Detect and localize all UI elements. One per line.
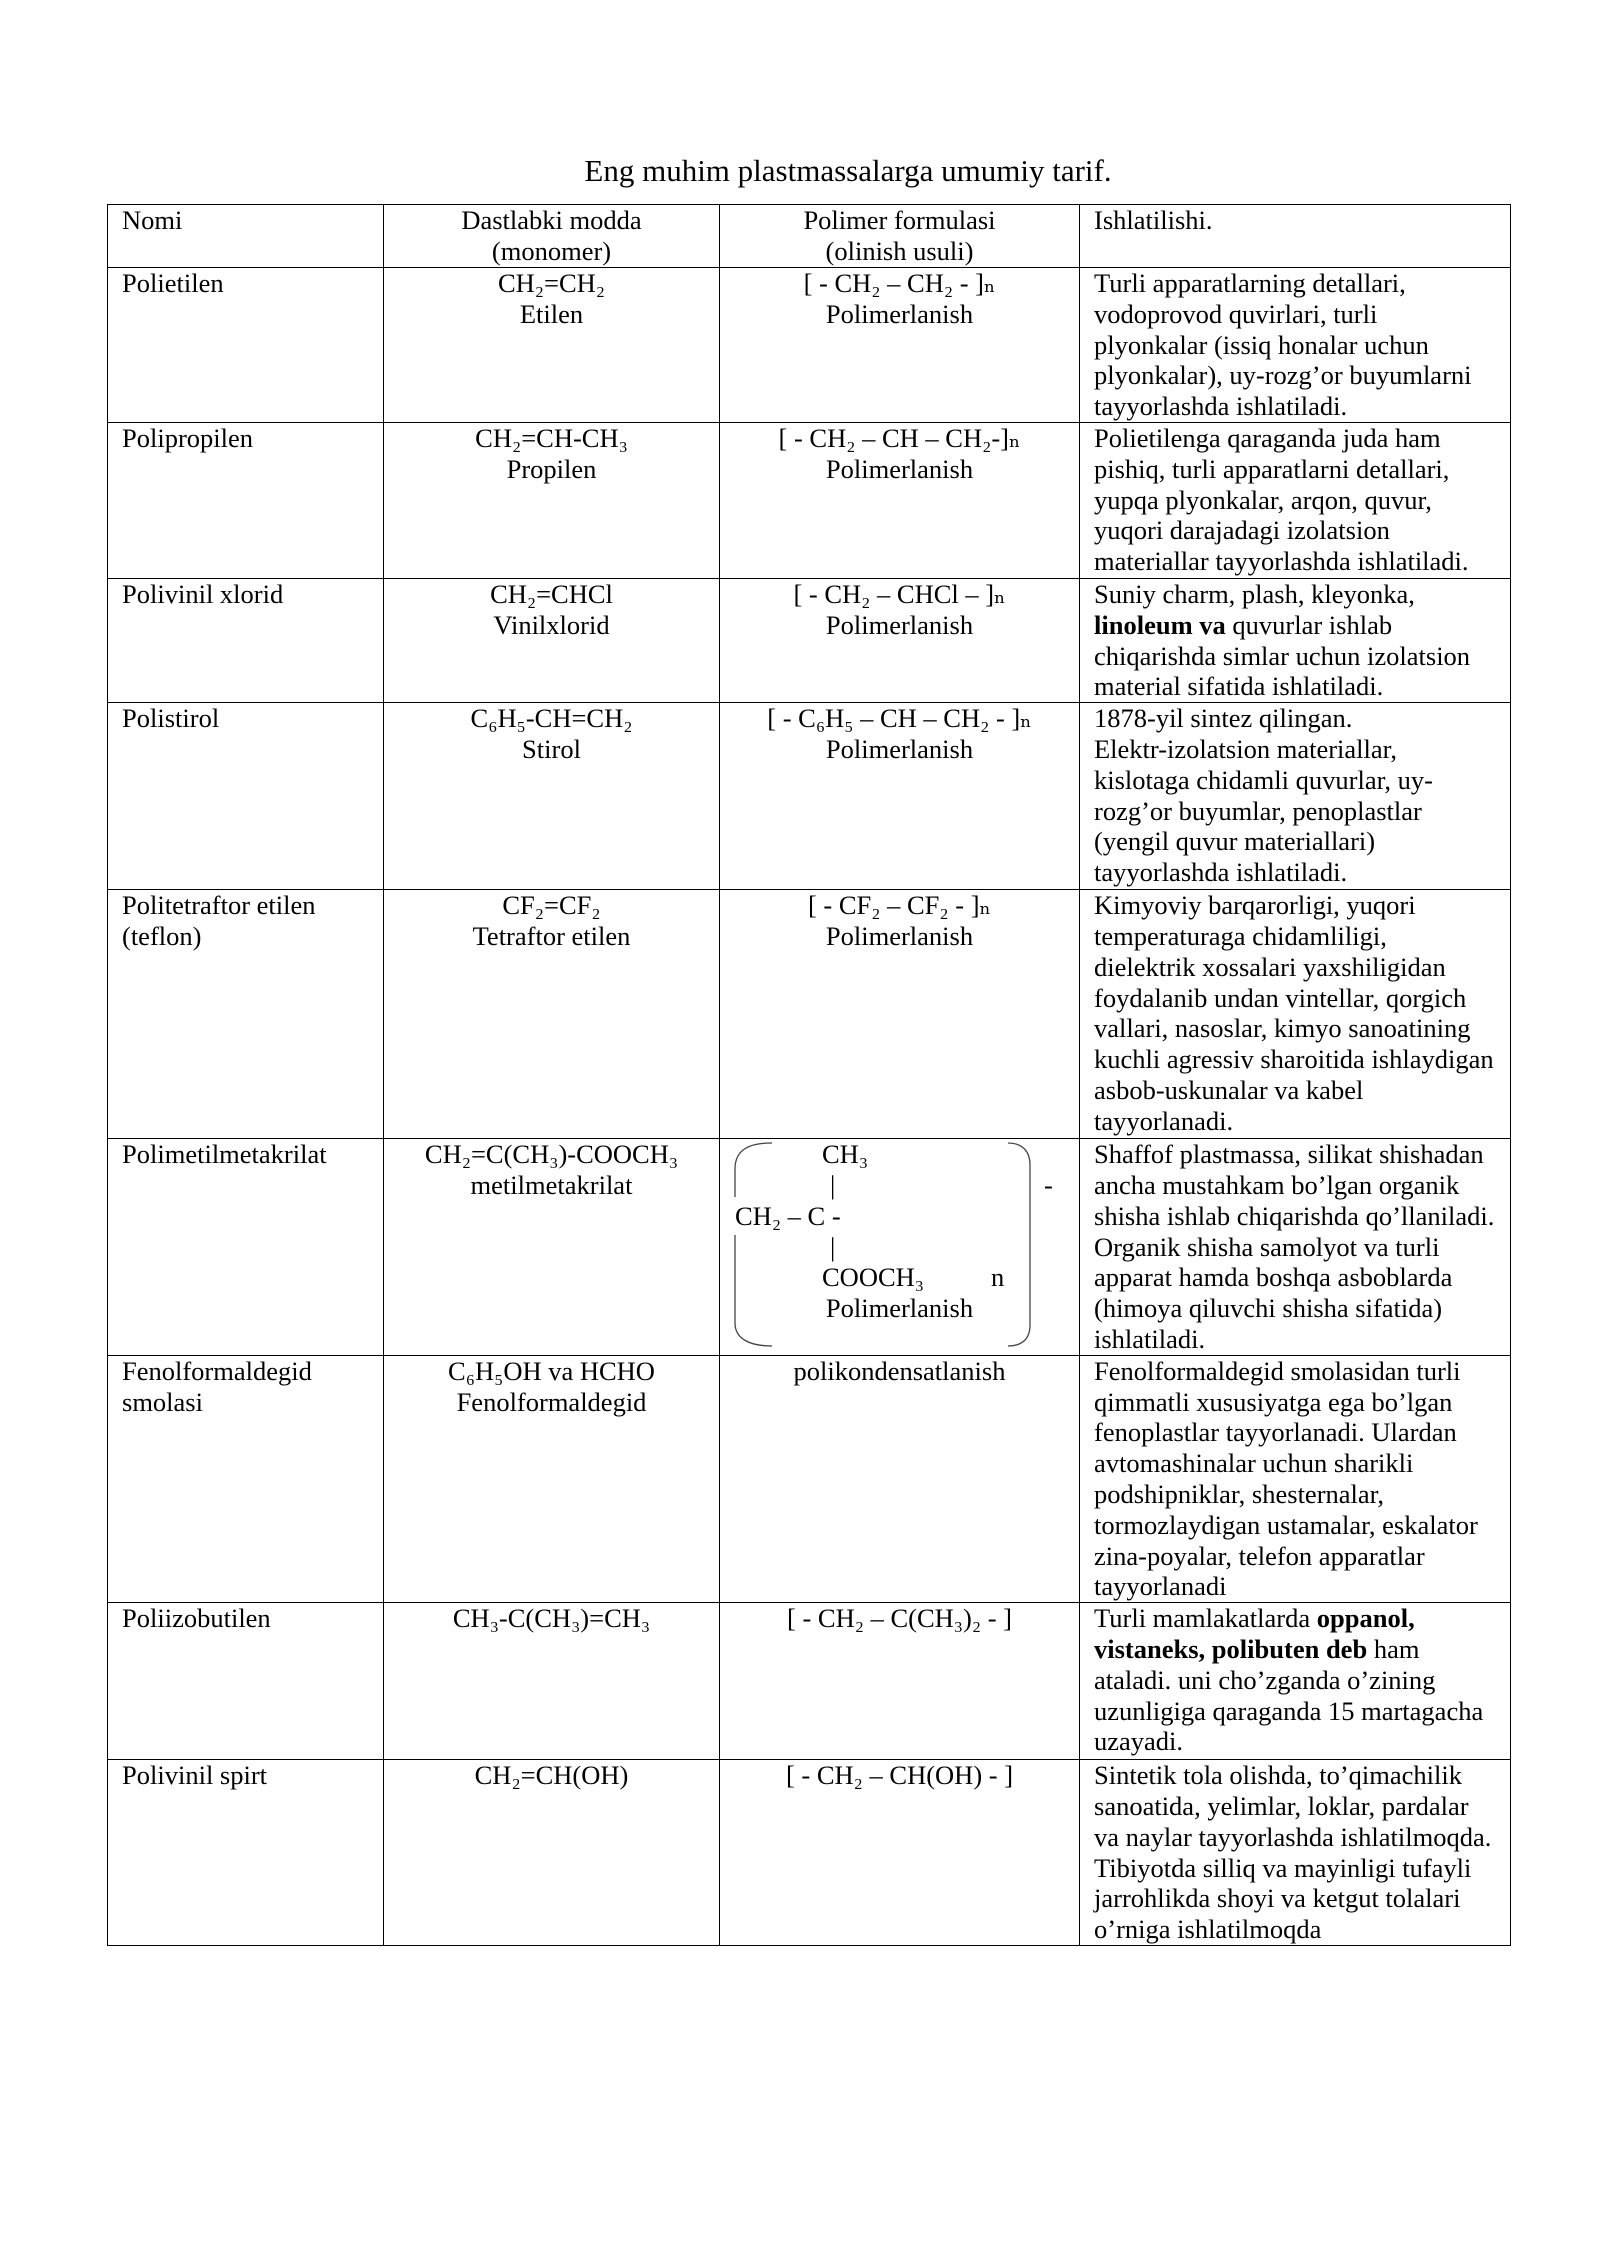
monomer-formula-text: C₆H₅-CH=CH₂ (470, 703, 633, 734)
usage-text-line: tayyorlanadi. (1094, 1105, 1234, 1136)
monomer-name-text: Fenolformaldegid (456, 1386, 647, 1417)
usage-text-line: Turli apparatlarning detallari, (1094, 268, 1406, 298)
monomer-cell (384, 1139, 720, 1356)
usage-cell (1080, 703, 1511, 890)
polymer-formula-text: [ - CF₂ – CF₂ - ]ₙ (807, 890, 992, 921)
polymer-row (108, 578, 1511, 702)
polymer-formula-cell (720, 578, 1080, 702)
monomer-formula-text: CH₂=CHCl (490, 578, 613, 609)
monomer-formula-text: CH₂=CH-CH₃ (475, 422, 628, 453)
polymer-name-text: Poliizobutilen (122, 1603, 271, 1634)
usage-text-line: pishiq, turli apparatlarni detallari, (1094, 453, 1450, 484)
left-bracket-upper (735, 1143, 772, 1197)
monomer-name-text: Stirol (522, 733, 581, 764)
polymer-row (108, 1139, 1511, 1356)
repeat-subscript-text: n (991, 1262, 1005, 1293)
polymer-formula-cell (720, 1139, 1080, 1356)
usage-cell (1080, 1355, 1511, 1602)
synthesis-method-text: Polimerlanish (825, 298, 974, 329)
usage-text-line: dielektrik xossalari yaxshiligidan (1094, 951, 1446, 982)
usage-text-line: uzayadi. (1094, 1726, 1184, 1757)
polymer-name-cell (108, 890, 384, 1139)
bond-bottom-text: | (830, 1231, 836, 1262)
usage-text-line: shisha ishlab chiqarishda qo’llaniladi. (1094, 1200, 1495, 1231)
bond-top-text: | (830, 1169, 836, 1200)
page-title: Eng muhim plastmassalarga umumiy tarif. (584, 153, 1112, 188)
usage-bold-text: vistaneks, polibuten deb (1094, 1633, 1368, 1664)
usage-text-line: zina-poyalar, telefon apparatlar (1094, 1540, 1425, 1571)
header-usage-cell (1080, 205, 1511, 268)
usage-bold-text: oppanol, (1316, 1603, 1415, 1634)
usage-text: quvurlar ishlab (1225, 609, 1393, 640)
polymer-formula-cell (720, 1760, 1080, 1946)
polymer-name-cell (108, 1355, 384, 1602)
monomer-cell (384, 578, 720, 702)
usage-text-line: (yengil quvur materiallari) (1094, 826, 1376, 857)
polymer-row (108, 703, 1511, 890)
polymer-row (108, 422, 1511, 578)
polymer-name-cell (108, 1603, 384, 1760)
usage-text-line: Tibiyotda silliq va mayinligi tufayli (1094, 1852, 1472, 1883)
polymer-row (108, 1760, 1511, 1946)
structural-formula (720, 1139, 1079, 1352)
usage-text-line: jarrohlikda shoyi va ketgut tolalari (1094, 1883, 1461, 1914)
header-monomer-label: Dastlabki modda (461, 205, 642, 235)
usage-text-line: rozg’or buyumlar, penoplastlar (1094, 795, 1422, 826)
usage-text-line (1094, 610, 1496, 641)
polymer-formula-cell (720, 890, 1080, 1139)
polymer-name-text: Polimetilmetakrilat (122, 1139, 327, 1170)
polymer-formula-text: [ - CH₂ – CHCl – ]ₙ (793, 578, 1006, 609)
usage-text-line: asbob-uskunalar va kabel (1094, 1074, 1364, 1105)
usage-text-line: tayyorlashda ishlatiladi. (1094, 391, 1348, 422)
table-header-row (108, 205, 1511, 268)
usage-text-line: Kimyoviy barqarorligi, yuqori (1094, 890, 1416, 921)
usage-text-line: Sintetik tola olishda, to’qimachilik (1094, 1760, 1463, 1791)
polymer-name-text: Polipropilen (122, 422, 254, 453)
monomer-name-text: metilmetakrilat (470, 1169, 633, 1200)
usage-cell (1080, 1760, 1511, 1946)
usage-text-line: Elektr-izolatsion materiallar, (1094, 733, 1398, 764)
header-monomer-sublabel: (monomer) (491, 235, 612, 266)
usage-bold-text: linoleum va (1094, 609, 1226, 640)
usage-cell (1080, 890, 1511, 1139)
polymer-name-cell (108, 1139, 384, 1356)
usage-text-line: Shaffof plastmassa, silikat shishadan (1094, 1139, 1484, 1170)
header-monomer-cell (384, 205, 720, 268)
usage-text-line: Fenolformaldegid smolasidan turli (1094, 1355, 1461, 1386)
monomer-formula-text: CF₂=CF₂ (502, 890, 601, 921)
usage-text-line: Polietilenga qaraganda juda ham (1094, 422, 1441, 453)
synthesis-method-text: Polimerlanish (825, 1293, 974, 1324)
monomer-cell (384, 703, 720, 890)
usage-text-line: vallari, nasoslar, kimyo sanoatining (1094, 1013, 1471, 1044)
usage-text-line: yupqa plyonkalar, arqon, quvur, (1094, 484, 1432, 515)
usage-text-line (1094, 1603, 1496, 1634)
usage-text-line: yuqori darajadagi izolatsion (1094, 515, 1390, 546)
table-header (108, 205, 1511, 268)
polymer-table-body (108, 268, 1511, 1946)
usage-text: Turli mamlakatlarda (1094, 1603, 1317, 1634)
monomer-formula-text: CH₃-C(CH₃)=CH₃ (452, 1603, 651, 1634)
usage-text-line (1094, 1634, 1496, 1665)
polymer-formula-cell (720, 422, 1080, 578)
side-group-bottom-text: COOCH₃ (822, 1262, 925, 1293)
monomer-cell (384, 1760, 720, 1946)
polymer-row (108, 890, 1511, 1139)
monomer-formula-text: C₆H₅OH va HCHO (448, 1355, 655, 1386)
monomer-formula-text: CH₂=C(CH₃)-COOCH₃ (424, 1139, 679, 1170)
polymer-name-text: Polietilen (122, 268, 224, 298)
monomer-cell (384, 268, 720, 423)
usage-text-line: tormozlaydigan ustamalar, eskalator (1094, 1509, 1478, 1540)
synthesis-method-text: Polimerlanish (825, 733, 974, 764)
usage-text-line: tayyorlashda ishlatiladi. (1094, 857, 1348, 888)
usage-text-line: avtomashinalar uchun sharikli (1094, 1448, 1414, 1479)
polymer-formula-cell (720, 703, 1080, 890)
synthesis-method-text: Polimerlanish (825, 920, 974, 951)
polymer-name-text: Fenolformaldegid (122, 1355, 312, 1386)
header-polymer-sublabel: (olinish usuli) (825, 235, 974, 266)
side-group-top-text: CH₃ (822, 1139, 869, 1170)
usage-text-line: va naylar tayyorlashda ishlatilmoqda. (1094, 1821, 1492, 1852)
header-polymer-label: Polimer formulasi (803, 205, 996, 235)
usage-cell (1080, 1139, 1511, 1356)
usage-text-line: podshipniklar, shesternalar, (1094, 1478, 1385, 1509)
usage-text-line: 1878-yil sintez qilingan. (1094, 703, 1353, 734)
monomer-cell (384, 1603, 720, 1760)
usage-text-line: Suniy charm, plash, kleyonka, (1094, 578, 1415, 609)
monomer-cell (384, 890, 720, 1139)
usage-text-line: qimmatli xususiyatga ega bo’lgan (1094, 1386, 1453, 1417)
usage-text-line: sanoatida, yelimlar, loklar, pardalar (1094, 1790, 1469, 1821)
polymer-name-text: smolasi (122, 1386, 203, 1417)
polymer-row (108, 1355, 1511, 1602)
polymer-name-cell (108, 1760, 384, 1946)
monomer-name-text: Propilen (506, 453, 597, 484)
monomer-name-text: Tetraftor etilen (472, 920, 631, 951)
polymer-formula-cell (720, 268, 1080, 423)
polymer-row (108, 268, 1511, 423)
header-name-label: Nomi (122, 205, 183, 235)
usage-text-line: kuchli agressiv sharoitida ishlaydigan (1094, 1044, 1494, 1075)
usage-cell (1080, 1603, 1511, 1760)
synthesis-method-text: Polimerlanish (825, 609, 974, 640)
usage-text: ham (1367, 1633, 1420, 1664)
synthesis-method-text: Polimerlanish (825, 453, 974, 484)
polymer-name-cell (108, 422, 384, 578)
usage-text-line: tayyorlanadi (1094, 1571, 1227, 1602)
usage-text-line: fenoplastlar tayyorlanadi. Ulardan (1094, 1417, 1457, 1448)
usage-text-line: plyonkalar (issiq honalar uchun (1094, 329, 1429, 360)
polymer-name-text: Polivinil xlorid (122, 578, 284, 609)
polymer-formula-text: [ - CH₂ – CH(OH) - ] (785, 1760, 1014, 1791)
usage-text-line: ataladi. uni cho’zganda o’zining (1094, 1664, 1436, 1695)
main-chain-text: CH₂ – C - (735, 1200, 841, 1231)
plastics-overview-table (107, 204, 1511, 1946)
polymer-formula-cell (720, 1355, 1080, 1602)
trailing-dash-text: - (1044, 1169, 1053, 1200)
usage-text-line: foydalanib undan vintellar, qorgich (1094, 982, 1467, 1013)
usage-text-line: o’rniga ishlatilmoqda (1094, 1914, 1322, 1945)
usage-text-line: kislotaga chidamli quvurlar, uy- (1094, 764, 1433, 795)
usage-text-line: plyonkalar), uy-rozg’or buyumlarni (1094, 360, 1472, 391)
polymer-row (108, 1603, 1511, 1760)
polymer-name-text: (teflon) (122, 920, 202, 951)
header-name-cell (108, 205, 384, 268)
usage-text-line: ancha mustahkam bo’lgan organik (1094, 1169, 1460, 1200)
usage-text-line: temperaturaga chidamliligi, (1094, 920, 1387, 951)
polymer-name-text: Politetraftor etilen (122, 890, 316, 921)
monomer-name-text: Etilen (519, 298, 584, 329)
header-usage-label: Ishlatilishi. (1094, 205, 1213, 235)
polymer-name-cell (108, 703, 384, 890)
polymer-formula-text: [ - CH₂ – C(CH₃)₂ - ] (787, 1603, 1012, 1634)
monomer-cell (384, 422, 720, 578)
polymer-formula-cell (720, 1603, 1080, 1760)
polymer-formula-text: [ - C₆H₅ – CH – CH₂ - ]ₙ (767, 703, 1032, 734)
usage-cell (1080, 578, 1511, 702)
monomer-cell (384, 1355, 720, 1602)
header-polymer-cell (720, 205, 1080, 268)
polymer-formula-text: [ - CH₂ – CH₂ - ]ₙ (803, 268, 996, 298)
usage-text-line: apparat hamda boshqa asboblarda (1094, 1262, 1453, 1293)
usage-text-line: uzunligiga qaraganda 15 martagacha (1094, 1695, 1484, 1726)
monomer-formula-text: CH₂=CH(OH) (474, 1760, 629, 1791)
monomer-name-text: Vinilxlorid (493, 609, 610, 640)
polymer-name-text: Polistirol (122, 703, 220, 734)
usage-cell (1080, 268, 1511, 423)
usage-text-line: ishlatiladi. (1094, 1323, 1206, 1354)
usage-text-line: (himoya qiluvchi shisha sifatida) (1094, 1293, 1443, 1324)
usage-text-line: Organik shisha samolyot va turli (1094, 1231, 1440, 1262)
polymer-name-cell (108, 268, 384, 423)
synthesis-method-text: polikondensatlanish (793, 1355, 1006, 1386)
usage-cell (1080, 422, 1511, 578)
polymer-name-cell (108, 578, 384, 702)
left-bracket-lower (735, 1235, 772, 1346)
monomer-formula-text: CH₂=CH₂ (497, 268, 606, 298)
usage-text-line: materiallar tayyorlashda ishlatiladi. (1094, 546, 1469, 577)
usage-text-line: material sifatida ishlatiladi. (1094, 671, 1384, 702)
polymer-name-text: Polivinil spirt (122, 1760, 268, 1791)
usage-text-line: chiqarishda simlar uchun izolatsion (1094, 640, 1471, 671)
polymer-formula-text: [ - CH₂ – CH – CH₂-]ₙ (778, 422, 1021, 453)
usage-text-line: vodoprovod quvirlari, turli (1094, 298, 1378, 329)
